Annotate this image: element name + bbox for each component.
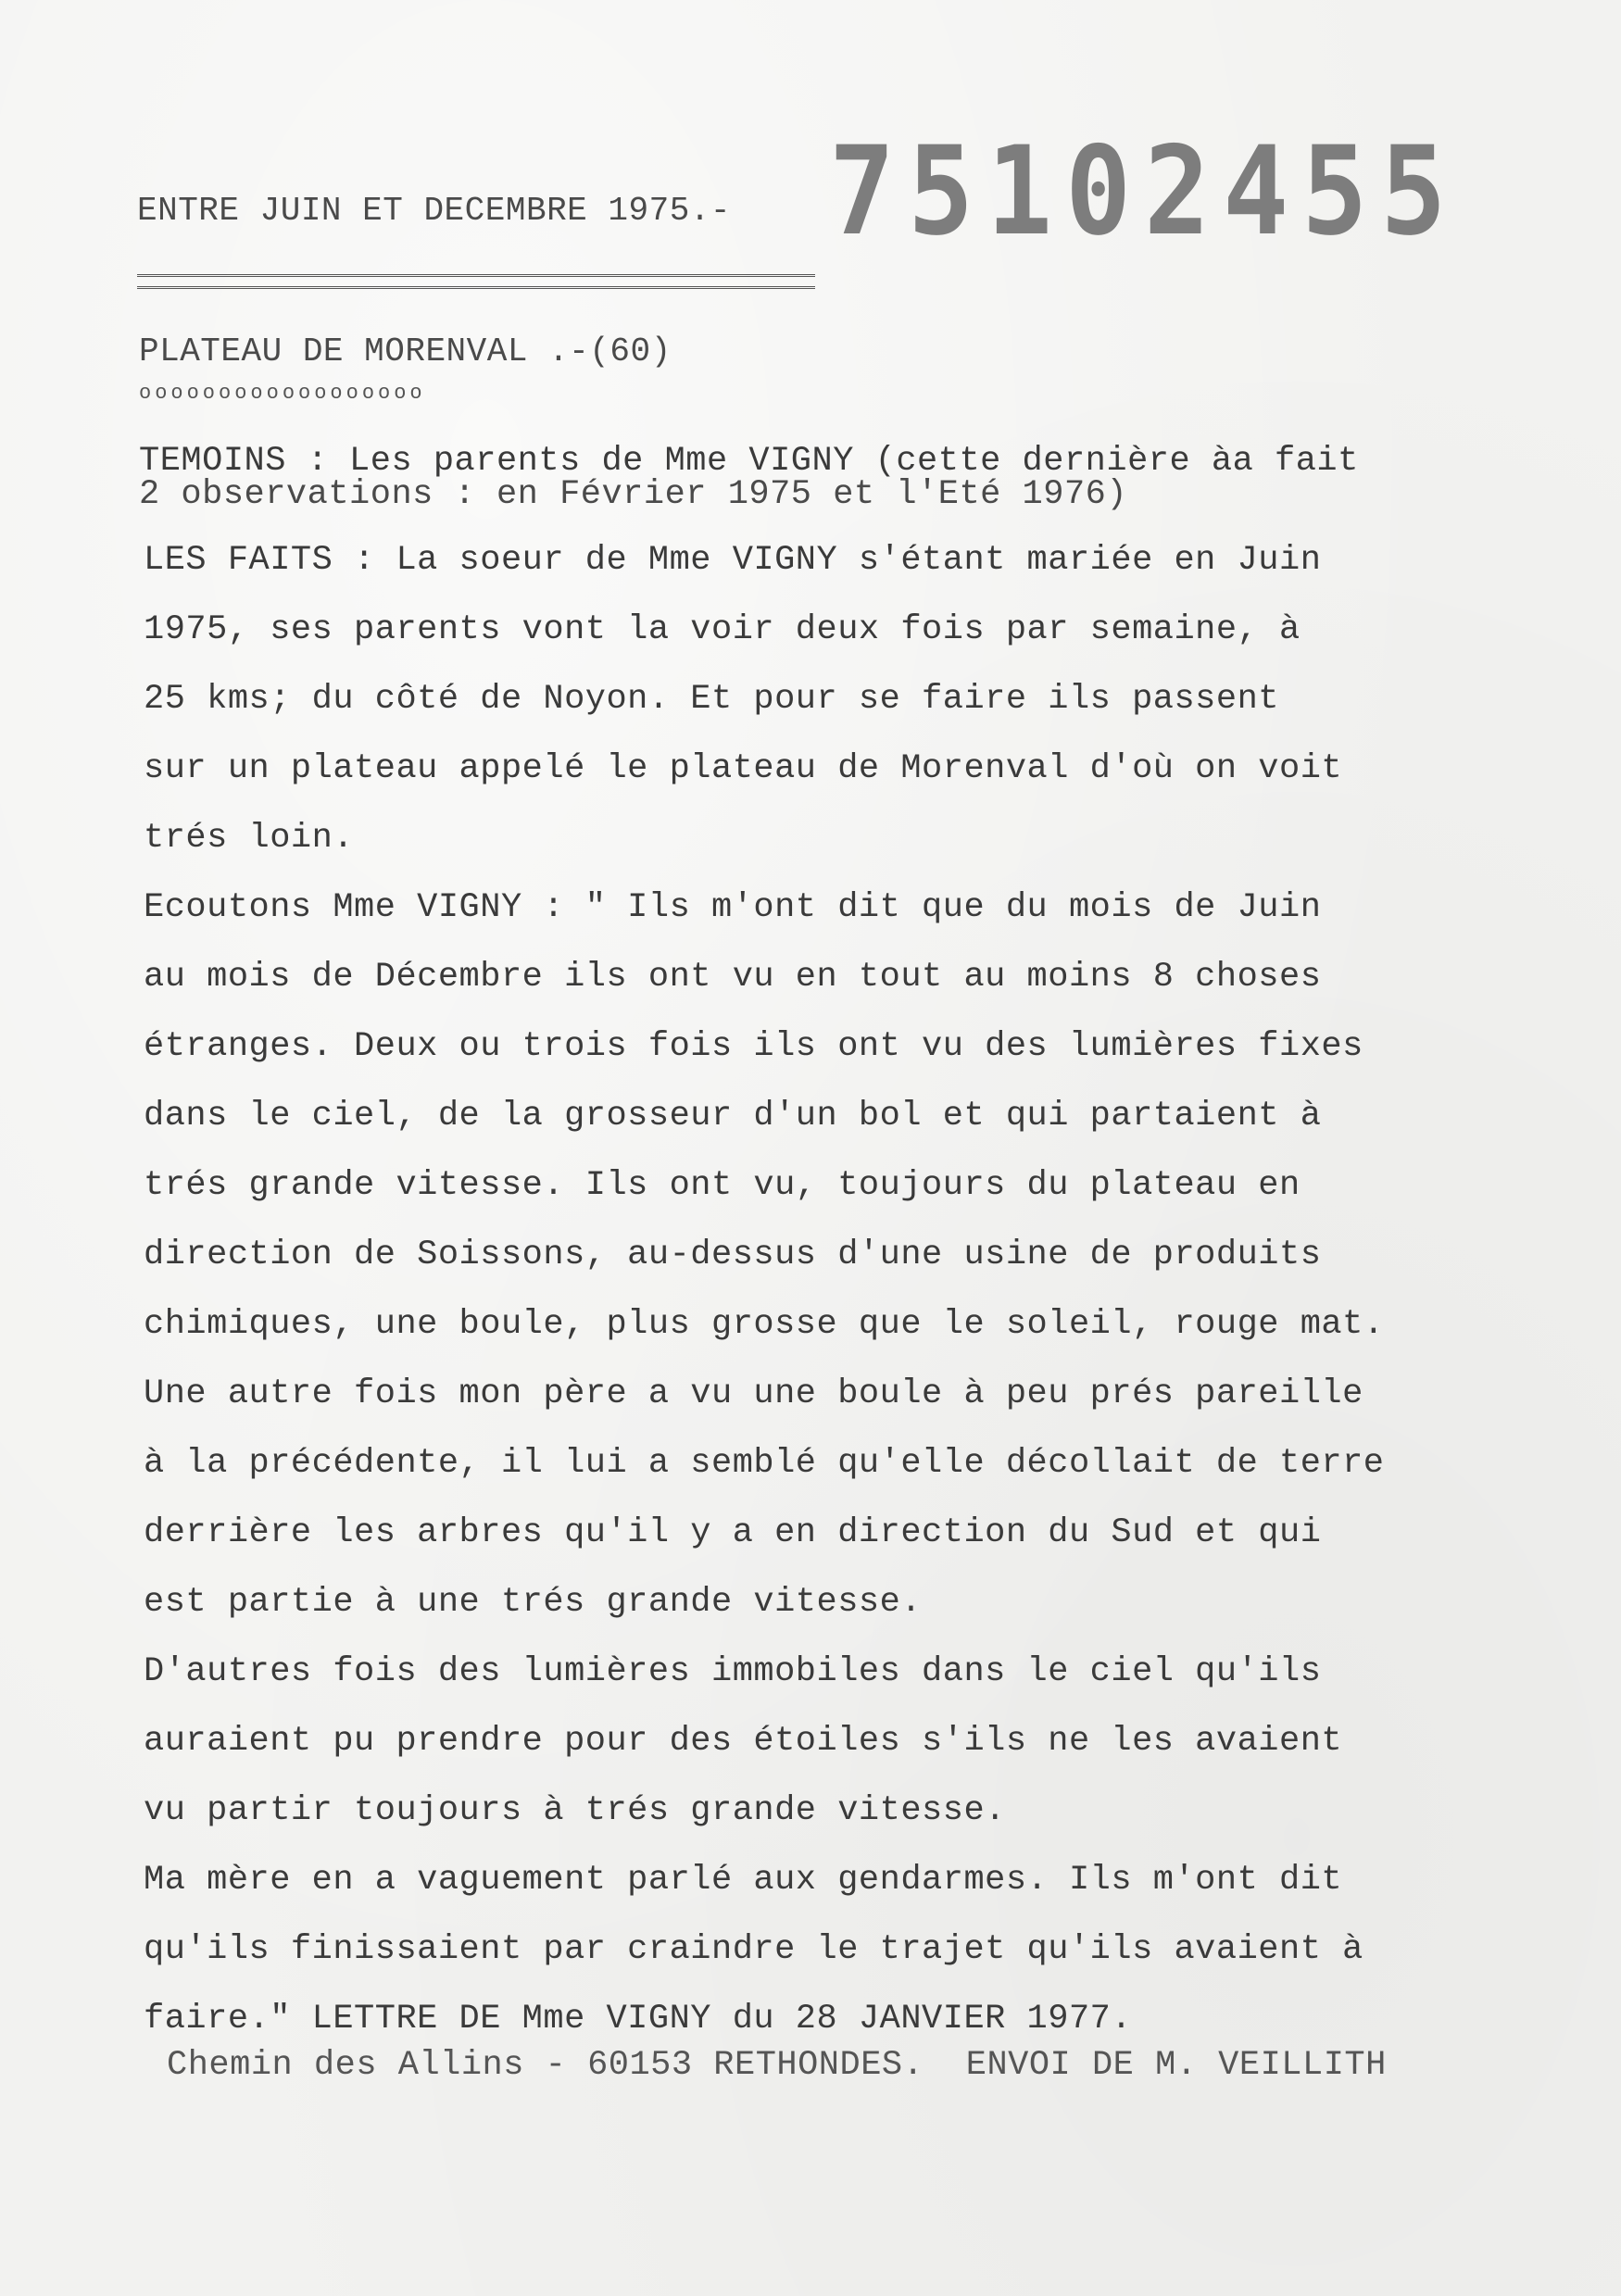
body-line: direction de Soissons, au-dessus d'une usine de produits [144, 1236, 1322, 1274]
body-line: est partie à une trés grande vitesse. [144, 1583, 923, 1622]
body-line: vu partir toujours à trés grande vitesse. [144, 1791, 1006, 1830]
body-line: chimiques, une boule, plus grosse que le soleil, rouge mat. [144, 1305, 1385, 1344]
body-line: qu'ils finissaient par craindre le trajet qu'ils avaient à [144, 1930, 1363, 1969]
body-line: sur un plateau appelé le plateau de Morenval d'où on voit [144, 749, 1343, 788]
body-line: à la précédente, il lui a semblé qu'elle décollait de terre [144, 1444, 1385, 1483]
archive-number-stamp: 75102455 [829, 119, 1460, 263]
location-heading: PLATEAU DE MORENVAL .-(60) [139, 332, 672, 370]
sender-address-footer: Chemin des Allins - 60153 RETHONDES. ENVOI DE M. VEILLITH [167, 2046, 1387, 2085]
body-line: étranges. Deux ou trois fois ils ont vu des lumières fixes [144, 1027, 1363, 1066]
witnesses-overlap-line: 2 observations : en Février 1975 et l'Eté 1976) [139, 475, 1128, 514]
body-line: dans le ciel, de la grosseur d'un bol et qui partaient à [144, 1097, 1322, 1135]
body-line: derrière les arbres qu'il y a en direction du Sud et qui [144, 1513, 1322, 1552]
title-double-underline [137, 274, 815, 289]
body-line: D'autres fois des lumières immobiles dans le ciel qu'ils [144, 1652, 1322, 1691]
body-line: Ecoutons Mme VIGNY : " Ils m'ont dit que du mois de Juin [144, 888, 1322, 927]
body-line: faire." LETTRE DE Mme VIGNY du 28 JANVIER 1977. [144, 2000, 1133, 2039]
location-circle-underline: oooooooooooooooooo [139, 382, 426, 405]
body-line: 25 kms; du côté de Noyon. Et pour se faire ils passent [144, 680, 1279, 719]
witnesses-line: TEMOINS : Les parents de Mme VIGNY (cette dernière àa fait [139, 442, 1359, 481]
body-line: trés loin. [144, 819, 355, 858]
body-line: Ma mère en a vaguement parlé aux gendarmes. Ils m'ont dit [144, 1861, 1343, 1900]
body-line: au mois de Décembre ils ont vu en tout au moins 8 choses [144, 958, 1322, 997]
body-line: trés grande vitesse. Ils ont vu, toujours du plateau en [144, 1166, 1301, 1205]
body-line: LES FAITS : La soeur de Mme VIGNY s'étant mariée en Juin [144, 541, 1322, 580]
body-line: auraient pu prendre pour des étoiles s'ils ne les avaient [144, 1722, 1343, 1761]
body-line: Une autre fois mon père a vu une boule à peu prés pareille [144, 1374, 1363, 1413]
document-title: ENTRE JUIN ET DECEMBRE 1975.- [137, 192, 732, 230]
body-line: 1975, ses parents vont la voir deux fois par semaine, à [144, 610, 1301, 649]
